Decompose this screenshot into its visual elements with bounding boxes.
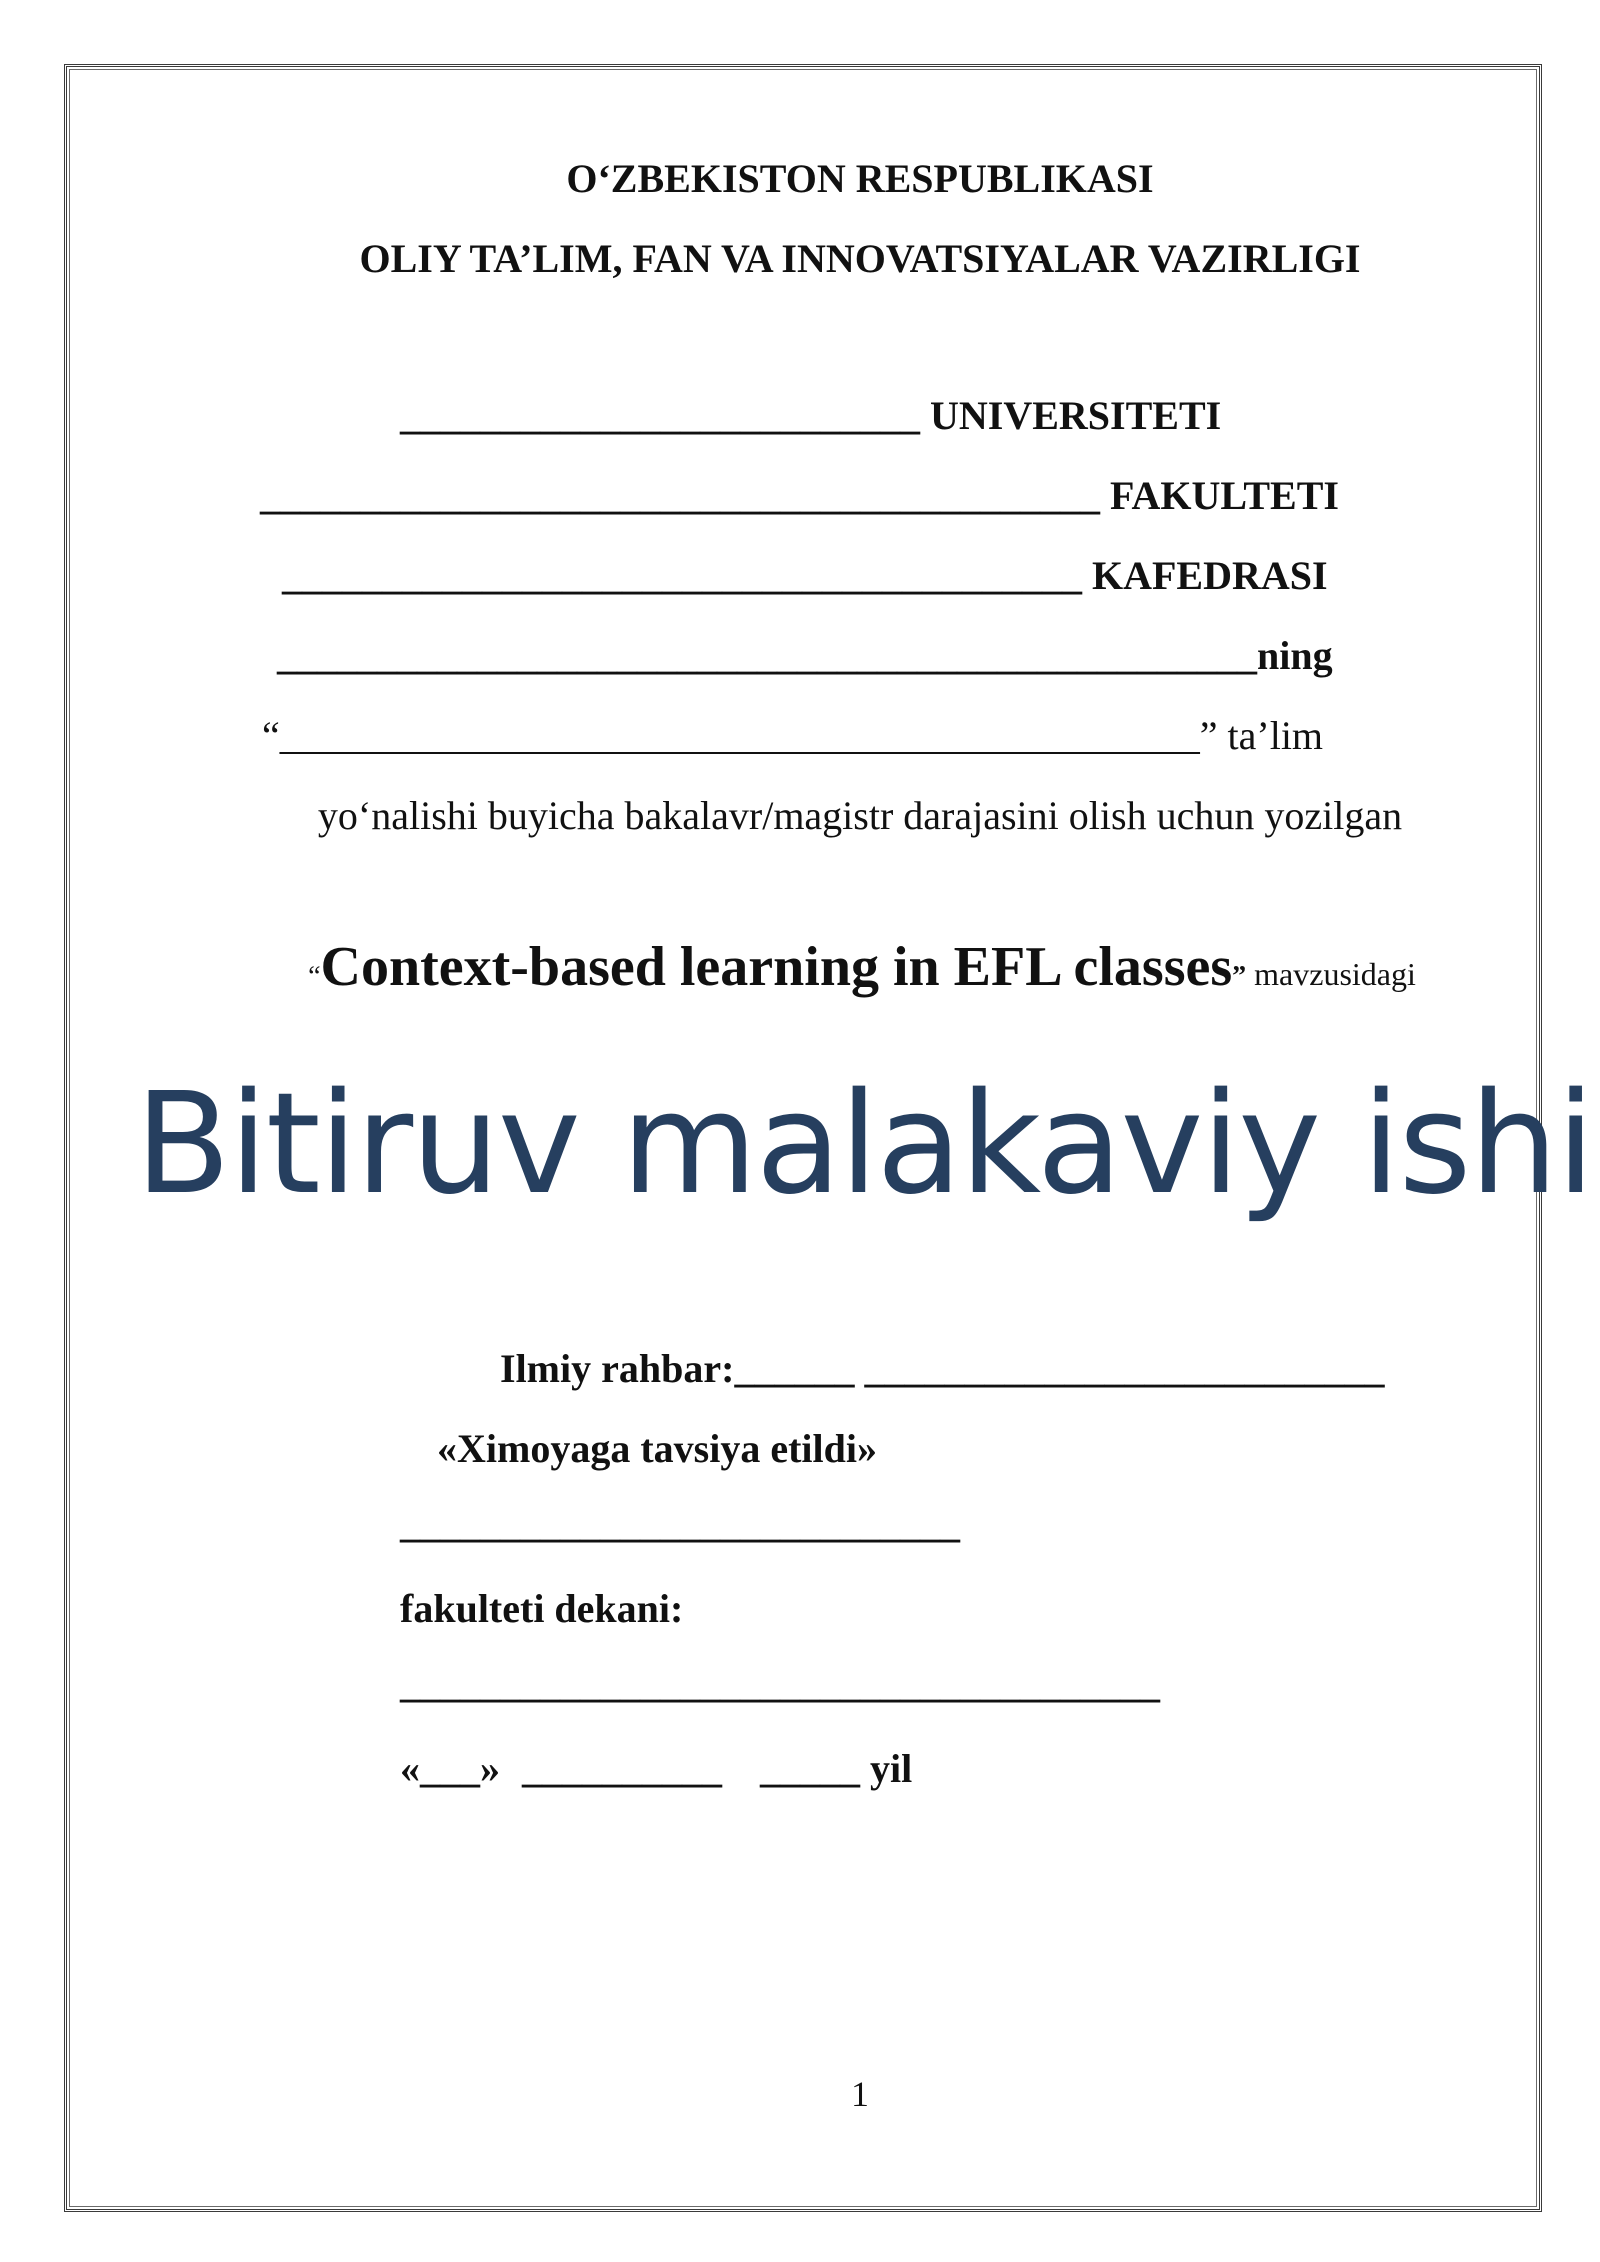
- fakultet-label: FAKULTETI: [1110, 473, 1339, 518]
- talim-field: [262, 712, 1323, 759]
- universitet-blank: __________________________: [400, 393, 920, 438]
- kafedra-field: [282, 552, 1328, 599]
- talim-label: ” ta’lim: [1199, 713, 1324, 758]
- signature-blank-1: ____________________________: [400, 1501, 960, 1546]
- date-line: [400, 1745, 912, 1792]
- page-number: 1: [851, 2074, 869, 2114]
- topic-line: [62, 935, 1600, 999]
- topic-close-quote: ”: [1232, 961, 1247, 992]
- kafedra-label: KAFEDRASI: [1092, 553, 1328, 598]
- purpose-line: yo‘nalishi buyicha bakalavr/magistr darajasini olish uchun yozilgan: [317, 793, 1403, 838]
- signature-blank-2: ______________________________________: [400, 1661, 1160, 1706]
- dean-label: fakulteti dekani:: [400, 1586, 684, 1631]
- fakultet-blank: __________________________________________: [260, 473, 1100, 518]
- ning-field: [277, 632, 1333, 679]
- header-ministry: OLIY TA’LIM, FAN VA INNOVATSIYALAR VAZIRLIGI: [359, 236, 1361, 281]
- fakultet-field: [260, 472, 1339, 519]
- topic-suffix: mavzusidagi: [1246, 956, 1416, 992]
- topic-open-quote: “: [308, 961, 321, 992]
- header-country: O‘ZBEKISTON RESPUBLIKASI: [566, 156, 1154, 201]
- date-suffix: yil: [870, 1746, 913, 1791]
- date-month: __________: [522, 1746, 722, 1791]
- date-year: _____: [760, 1746, 860, 1791]
- ning-label: ning: [1257, 633, 1333, 678]
- topic-title: Context-based learning in EFL classes: [320, 936, 1233, 998]
- ning-blank: _________________________________________________: [277, 633, 1257, 678]
- date-day: «___»: [400, 1746, 500, 1791]
- advisor-label: Ilmiy rahbar:: [500, 1346, 735, 1391]
- advisor-blank: ______ __________________________: [734, 1346, 1385, 1391]
- kafedra-blank: ________________________________________: [282, 553, 1082, 598]
- talim-blank: ______________________________________________: [279, 713, 1200, 758]
- talim-open-quote: “: [262, 713, 280, 758]
- advisor-line: [500, 1345, 1384, 1392]
- universitet-label: UNIVERSITETI: [930, 393, 1222, 438]
- universitet-field: [400, 392, 1221, 439]
- work-title: Bitiruv malakaviy ishi: [134, 1063, 1594, 1226]
- defense-recommendation: «Ximoyaga tavsiya etildi»: [437, 1426, 877, 1471]
